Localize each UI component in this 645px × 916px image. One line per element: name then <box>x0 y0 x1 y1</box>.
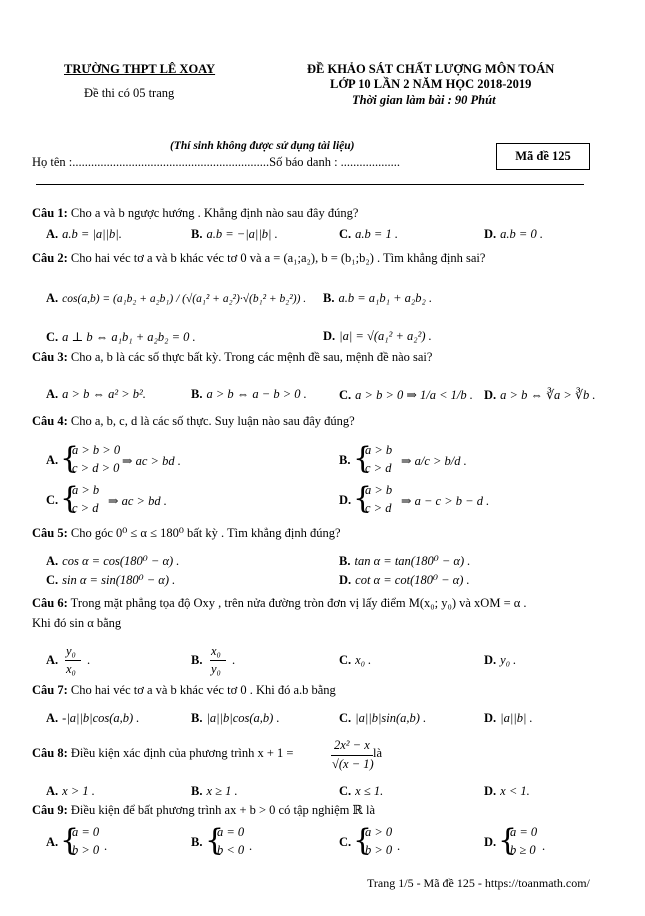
question-text: Điều kiện để bất phương trình ax + b > 0 có tập nghiệm ℝ là <box>67 803 376 817</box>
brace-icon: { <box>353 823 373 858</box>
option-text: tan α = tan(180⁰ − α) . <box>354 554 471 568</box>
system-line-1: a = 0 <box>510 825 538 839</box>
system-line-2: c > d > 0 <box>72 461 120 475</box>
option-label: A. <box>46 835 59 849</box>
option-text: . <box>249 839 253 853</box>
option-label: D. <box>323 329 336 343</box>
option-3d[interactable] <box>484 387 595 403</box>
fraction-numerator: x₀ <box>211 644 221 658</box>
option-label: B. <box>339 453 351 467</box>
option-text: a > b ⇔ ∛a > ∛b . <box>500 388 596 402</box>
system-line-2: b ≥ 0 <box>510 843 536 857</box>
brace-icon: { <box>498 823 518 858</box>
question-label: Câu 2: <box>32 251 68 265</box>
option-text: a > b > 0 ⇒ 1/a < 1/b . <box>355 388 473 402</box>
system-line-1: a > 0 <box>365 825 393 839</box>
question-text: Cho góc 0⁰ ≤ α ≤ 180⁰ bất kỳ . Tìm khẳng định đúng? <box>67 526 341 540</box>
option-label: D. <box>484 835 497 849</box>
option-text: ⇒ a/c > b/d . <box>401 454 467 468</box>
option-5c[interactable] <box>46 572 175 588</box>
question-label: Câu 4: <box>32 414 68 428</box>
question-text: Trong mặt phẳng tọa độ Oxy , trên nửa đường tròn đơn vị lấy điểm M(x₀; y₀) và xOM = α . <box>67 596 527 610</box>
system-line-1: a = 0 <box>72 825 100 839</box>
option-label: B. <box>339 554 351 568</box>
question-text: Cho a, b là các số thực bất kỳ. Trong các mệnh đề sau, mệnh đề nào sai? <box>67 350 433 364</box>
brace-icon: { <box>60 441 80 476</box>
question-label: Câu 3: <box>32 350 68 364</box>
option-text: a ⊥ b ⇔ a₁b₁ + a₂b₂ = 0 . <box>62 330 196 344</box>
option-label: B. <box>191 784 203 798</box>
brace-icon: { <box>205 823 225 858</box>
option-label: A. <box>46 784 59 798</box>
brace-icon: { <box>353 481 373 516</box>
question-2 <box>32 251 485 266</box>
brace-icon: { <box>353 441 373 476</box>
question-label: Câu 9: <box>32 803 68 817</box>
question-4 <box>32 414 355 429</box>
time-line: Thời gian làm bài : 90 Phút <box>352 93 496 107</box>
option-label: A. <box>46 711 59 725</box>
system-line-1: a > b <box>365 483 393 497</box>
option-text: x > 1 . <box>62 784 95 798</box>
option-5b[interactable] <box>339 553 470 569</box>
brace-icon: { <box>60 481 80 516</box>
option-label: D. <box>484 227 497 241</box>
option-text: x ≤ 1. <box>355 784 384 798</box>
question-text: Cho a và b ngược hướng . Khẳng định nào sau đây đúng? <box>67 206 359 220</box>
system-line-1: a > b <box>365 443 393 457</box>
system-line-2: c > d <box>72 501 99 515</box>
option-3b[interactable] <box>191 387 307 402</box>
option-1d[interactable] <box>484 227 543 242</box>
question-text: Điều kiện xác định của phương trình x + 1 = <box>67 746 294 760</box>
question-6-line-2: Khi đó sin α bằng <box>32 616 122 630</box>
option-text: a.b = −|a||b| . <box>206 227 278 241</box>
option-label: B. <box>191 835 203 849</box>
option-text: a.b = 1 . <box>355 227 398 241</box>
question-label: Câu 8: <box>32 746 68 760</box>
option-label: B. <box>191 653 203 667</box>
option-text: cos α = cos(180⁰ − α) . <box>62 554 180 568</box>
question-6 <box>32 596 527 611</box>
option-label: C. <box>46 493 59 507</box>
system-line-2: b > 0 <box>72 843 100 857</box>
option-text: ⇒ ac > bd . <box>122 454 181 468</box>
option-label: D. <box>484 711 497 725</box>
question-label: Câu 7: <box>32 683 68 697</box>
option-text: x < 1. <box>500 784 530 798</box>
option-label: C. <box>339 653 352 667</box>
option-label: B. <box>191 387 203 401</box>
question-5 <box>32 525 341 541</box>
question-label: Câu 6: <box>32 596 68 610</box>
option-5d[interactable] <box>339 572 470 588</box>
option-8c[interactable] <box>339 784 383 799</box>
option-label: D. <box>484 388 497 402</box>
question-label: Câu 5: <box>32 526 68 540</box>
candidate-name-line: Họ tên :...............................................................Số báo danh : ................... <box>32 155 401 169</box>
header-divider <box>36 184 584 185</box>
option-label: C. <box>339 784 352 798</box>
option-8a[interactable] <box>46 784 95 799</box>
option-label: C. <box>339 835 352 849</box>
option-label: B. <box>191 711 203 725</box>
pages-note: Đề thi có 05 trang <box>84 86 175 100</box>
option-text: |a||b|cos(a,b) . <box>206 711 280 725</box>
option-text: . <box>397 839 401 853</box>
option-label: A. <box>46 653 59 667</box>
option-text: x ≥ 1 . <box>206 784 238 798</box>
fraction-denominator: x₀ <box>66 662 76 676</box>
question-text-after: là <box>373 746 383 760</box>
option-3c[interactable] <box>339 387 473 403</box>
system-line-1: a > b > 0 <box>72 443 121 457</box>
option-label: A. <box>46 227 59 241</box>
option-label: C. <box>339 388 352 402</box>
option-7b[interactable] <box>191 711 280 726</box>
option-label: A. <box>46 453 59 467</box>
option-text: a > b ⇔ a² > b². <box>62 387 146 401</box>
option-text: y₀ . <box>500 653 517 667</box>
exam-title: ĐỀ KHẢO SÁT CHẤT LƯỢNG MÔN TOÁN <box>307 62 555 76</box>
option-2a[interactable] <box>46 291 306 306</box>
option-6d[interactable] <box>484 653 516 668</box>
option-label: C. <box>339 711 352 725</box>
question-label: Câu 1: <box>32 206 68 220</box>
system-line-2: b < 0 <box>217 843 245 857</box>
brace-icon: { <box>60 823 80 858</box>
option-label: C. <box>339 227 352 241</box>
option-1c[interactable] <box>339 227 398 242</box>
option-1a[interactable] <box>46 227 122 242</box>
question-7 <box>32 683 336 698</box>
option-6c[interactable] <box>339 653 371 668</box>
option-text: |a||b|sin(a,b) . <box>355 711 427 725</box>
option-text: cos(a,b) = (a₁b₂ + a₂b₁) / (√(a₁² + a₂²)·√(b₁² + b₂²)) . <box>62 293 307 305</box>
fraction-denominator: √(x − 1) <box>332 757 374 771</box>
fraction-numerator: y₀ <box>66 644 76 658</box>
option-text: sin α = sin(180⁰ − α) . <box>62 573 176 587</box>
option-label: D. <box>339 573 352 587</box>
option-label: D. <box>339 493 352 507</box>
question-9 <box>32 802 375 818</box>
option-7c[interactable] <box>339 711 426 726</box>
option-8b[interactable] <box>191 784 238 799</box>
option-text: . <box>104 839 108 853</box>
option-7a[interactable] <box>46 711 139 726</box>
option-label: B. <box>323 291 335 305</box>
question-3 <box>32 350 432 365</box>
fraction-bar <box>65 660 81 661</box>
option-text: cot α = cot(180⁰ − α) . <box>355 573 470 587</box>
fraction-bar <box>331 755 373 756</box>
system-line-1: a > b <box>72 483 100 497</box>
system-line-2: c > d <box>365 461 392 475</box>
option-2c[interactable] <box>46 329 196 345</box>
option-3a[interactable] <box>46 387 146 402</box>
fraction-denominator: y₀ <box>211 662 221 676</box>
option-2b[interactable] <box>323 291 432 306</box>
option-5a[interactable] <box>46 553 179 569</box>
school-name: TRƯỜNG THPT LÊ XOAY <box>64 62 216 76</box>
option-2d[interactable] <box>323 329 432 344</box>
option-1b[interactable] <box>191 227 278 242</box>
question-text: Cho a, b, c, d là các số thực. Suy luận nào sau đây đúng? <box>67 414 355 428</box>
option-label: D. <box>484 653 497 667</box>
option-text: |a| = √(a₁² + a₂²) . <box>339 329 432 343</box>
option-label: C. <box>46 573 59 587</box>
page-footer: Trang 1/5 - Mã đề 125 - https://toanmath.com/ <box>367 876 590 890</box>
option-period: . <box>232 653 236 667</box>
option-text: a.b = 0 . <box>500 227 543 241</box>
option-label: A. <box>46 554 59 568</box>
option-text: a > b ⇔ a − b > 0 . <box>206 387 307 401</box>
exam-note: (Thí sinh không được sử dụng tài liệu) <box>170 140 355 152</box>
system-line-1: a = 0 <box>217 825 245 839</box>
option-7d[interactable] <box>484 711 533 726</box>
option-text: -|a||b|cos(a,b) . <box>62 711 140 725</box>
fraction-bar <box>210 660 226 661</box>
system-line-2: b > 0 <box>365 843 393 857</box>
option-text: ⇒ ac > bd . <box>108 494 167 508</box>
fraction-numerator: 2x² − x <box>334 738 370 752</box>
option-text: a.b = |a||b|. <box>62 227 122 241</box>
grade-line: LỚP 10 LẦN 2 NĂM HỌC 2018-2019 <box>330 77 532 91</box>
question-1 <box>32 206 358 221</box>
question-text: Cho hai véc tơ a và b khác véc tơ 0 và a = (a₁;a₂), b = (b₁;b₂) . Tìm khẳng định sai? <box>67 251 486 265</box>
option-label: D. <box>484 784 497 798</box>
system-line-2: c > d <box>365 501 392 515</box>
question-text: Cho hai véc tơ a và b khác véc tơ 0 . Khi đó a.b bằng <box>67 683 336 697</box>
option-text: x₀ . <box>355 653 372 667</box>
option-text: |a||b| . <box>500 711 533 725</box>
option-8d[interactable] <box>484 784 530 799</box>
option-label: A. <box>46 291 59 305</box>
exam-code-box: Mã đề 125 <box>496 143 590 170</box>
option-text: ⇒ a − c > b − d . <box>401 494 490 508</box>
option-label: C. <box>46 330 59 344</box>
option-text: . <box>542 839 546 853</box>
option-period: . <box>87 653 91 667</box>
option-label: B. <box>191 227 203 241</box>
option-label: A. <box>46 387 59 401</box>
option-text: a.b = a₁b₁ + a₂b₂ . <box>338 291 433 305</box>
